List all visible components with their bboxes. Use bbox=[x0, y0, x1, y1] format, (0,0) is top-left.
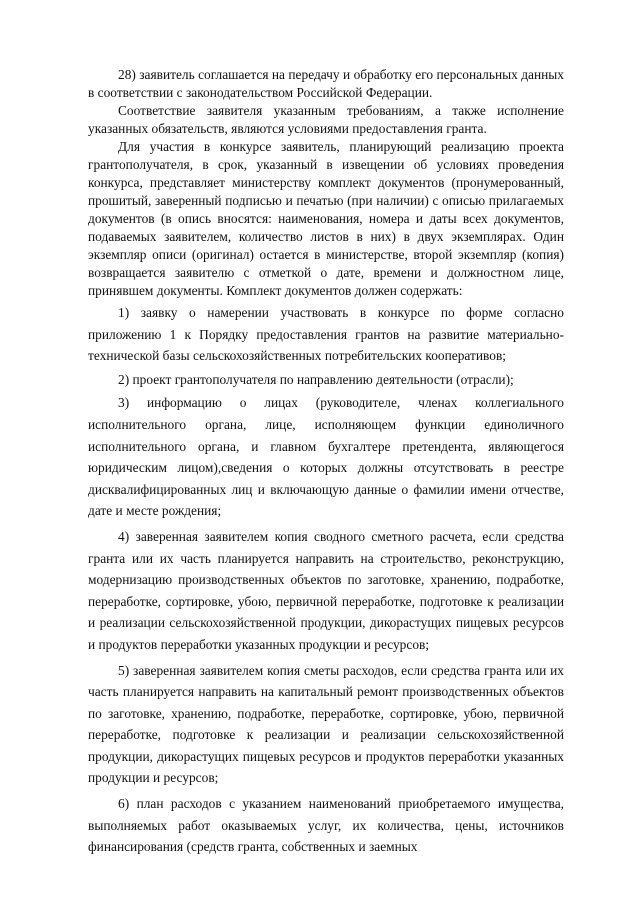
paragraph-participation: Для участия в конкурсе заявитель, планирующий реализацию проекта грантополучателя, в срок, указанный в извещении об условиях проведения конкурса, представляет министерству комплект документов (пронумерованный, прошитый, заверенный подписью и печатью (при наличии) с описью прилагаемых документов (в опись вносятся: наименования, номера и даты всех документов, подаваемых заявителем, количество листов в них) в двух экземплярах. Один экземпляр описи (оригинал) остается в министерстве, второй экземпляр (копия) возвращается заявителю с отметкой о дате, времени и должностном лице, принявшем документы. Комплект документов должен содержать: bbox=[88, 139, 564, 298]
list-item-1: 1) заявку о намерении участвовать в конкурсе по форме согласно приложению 1 к Порядку предоставления грантов на развитие материально-технической базы сельскохозяйственных потребительских кооперативов; bbox=[88, 305, 564, 364]
paragraph-conditions: Соответствие заявителя указанным требованиям, а также исполнение указанных обязательств, являются условиями предоставления гранта. bbox=[88, 103, 564, 136]
list-item-3: 3) информацию о лицах (руководителе, членах коллегиального исполнительного органа, лице, исполняющем функции единоличного исполнительного органа, и главном бухгалтере претендента, являющегося юридическим лицом),сведения о которых должны отсутствовать в реестре дисквалифицированных лиц и включающую данные о фамилии имени отчестве, дате и месте рождения; bbox=[88, 395, 564, 519]
list-item-2: 2) проект грантополучателя по направлению деятельности (отрасли); bbox=[118, 371, 514, 387]
list-item-5: 5) заверенная заявителем копия сметы расходов, если средства гранта или их часть планируется направить на капитальный ремонт производственных объектов по заготовке, хранению, подработке, переработке, сортировке, убою, первичной переработке, подготовке к реализации и реализации сельскохозяйственной продукции, дикорастущих пищевых ресурсов и продуктов переработки указанных продукции и ресурсов; bbox=[88, 662, 564, 786]
list-item-6: 6) план расходов с указанием наименований приобретаемого имущества, выполняемых работ оказываемых услуг, их количества, цены, источников финансирования (средств гранта, собственных и заемных bbox=[88, 796, 564, 855]
paragraph-item-28: 28) заявитель соглашается на передачу и обработку его персональных данных в соответствии с законодательством Российской Федерации. bbox=[88, 67, 564, 100]
list-item-4: 4) заверенная заявителем копия сводного сметного расчета, если средства гранта или их часть планируется направить на строительство, реконструкцию, модернизацию производственных объектов по заготовке, хранению, подработке, переработке, сортировке, убою, первичной переработке, подготовке к реализации и реализации сельскохозяйственной продукции, дикорастущих пищевых ресурсов и продуктов переработки указанных продукции и ресурсов; bbox=[88, 528, 564, 652]
